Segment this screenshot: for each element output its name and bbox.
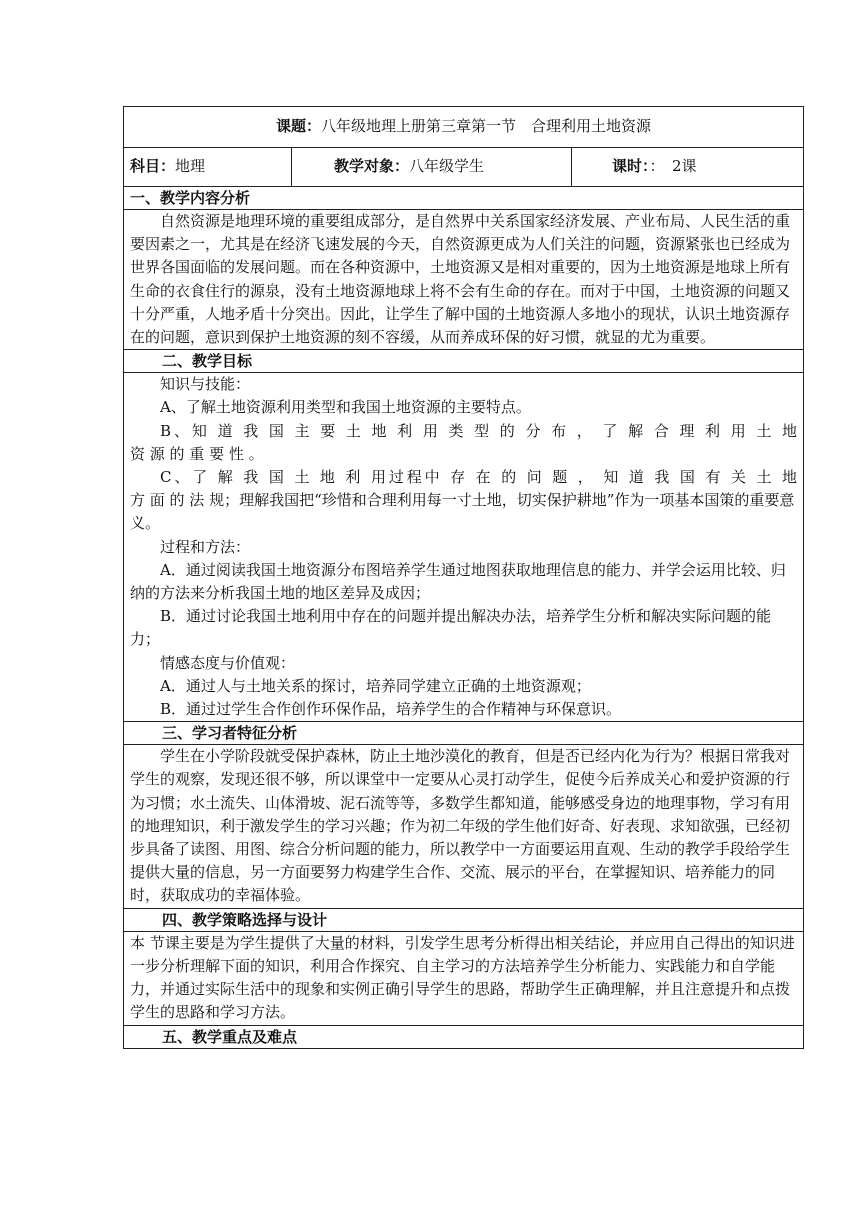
section-2-title: 二、教学目标 <box>124 350 804 373</box>
subject-value: 地理 <box>175 157 206 176</box>
knowledge-item-c-line2: 方 面 的 法 规；理解我国把“珍惜和合理利用每一寸土地，切实保护耕地”作为一项基本国策的重要意义。 <box>130 491 795 533</box>
section-1-header <box>124 187 804 210</box>
emotion-item-a: A．通过人与土地关系的探讨，培养同学建立正确的土地资源观； <box>160 676 591 695</box>
hours-cell <box>572 148 804 187</box>
section-3-title: 三、学习者特征分析 <box>124 722 804 745</box>
section-3-content <box>124 745 804 908</box>
subject-cell <box>124 148 292 187</box>
target-cell <box>292 148 572 187</box>
target-value: 八年级学生 <box>409 157 485 176</box>
section-5-title: 五、教学重点及难点 <box>124 1025 804 1048</box>
lesson-plan-document <box>123 106 803 1049</box>
hours-label: 课时： <box>612 157 650 176</box>
process-item-b: B．通过讨论我国土地利用中存在的问题并提出解决办法，培养学生分析和解决实际问题的能力； <box>130 607 772 649</box>
section-3-header <box>124 722 804 745</box>
section-4-content <box>124 931 804 1025</box>
section-3-body: 学生在小学阶段就受保护森林，防止土地沙漠化的教育，但是否已经内化为行为？根据日常我对学生的观察，发现还很不够，所以课堂中一定要从心灵打动学生，促使今后养成关心和爱护资源的行为习惯；水土流失、山体滑坡、泥石流等等，多数学生都知道，能够感受身边的地理事物，学习有用的地理知识，利于激发学生的学习兴趣；作为初二年级的学生他们好奇、好表现、求知欲强，已经初步具备了读图、用图、综合分析问题的能力，所以教学中一方面要运用直观、生动的教学手段给学生提供大量的信息，另一方面要努力构建学生合作、交流、展示的平台，在掌握知识、培养能力的同时，获取成功的幸福体验。 <box>130 747 791 905</box>
hours-value: ： 2课 <box>649 157 697 176</box>
process-label: 过程和方法： <box>160 537 251 556</box>
knowledge-item-c-line1: C、了 解 我 国 土 地 利 用过程中 存 在 的 问 题 ， 知 道 我 国 有 关 土 地 <box>160 468 798 487</box>
knowledge-item-a: A、了解土地资源利用类型和我国土地资源的主要特点。 <box>160 398 531 417</box>
section-1-content <box>124 210 804 350</box>
title-label: 课题： <box>276 117 322 136</box>
section-1-body: 自然资源是地理环境的重要组成部分，是自然界中关系国家经济发展、产业布局、人民生活的重要因素之一，尤其是在经济飞速发展的今天，自然资源更成为人们关注的问题，资源紧张也已经成为世界各国面临的发展问题。而在各种资源中，土地资源又是相对重要的，因为土地资源是地球上所有生命的衣食住行的源泉，没有土地资源地球上将不会有生命的存在。而对于中国，土地资源的问题又十分严重，人地矛盾十分突出。因此，让学生了解中国的土地资源人多地小的现状，认识土地资源存在的问题，意识到保护土地资源的刻不容缓，从而养成环保的好习惯，就显的尤为重要。 <box>130 212 791 347</box>
emotion-item-b: B．通过过学生合作创作环保作品，培养学生的合作精神与环保意识。 <box>160 700 622 719</box>
process-item-a: A．通过阅读我国土地资源分布图培养学生通过地图获取地理信息的能力、并学会运用比较、归纳的方法来分析我国土地的地区差异及成因； <box>130 560 786 603</box>
title-row <box>124 107 804 148</box>
knowledge-item-b-line1: B、知 道 我 国 主 要 土 地 利 用 类 型 的 分 布 ， 了 解 合 理 利 用 土 地 <box>160 421 798 440</box>
section-2-header <box>124 350 804 373</box>
knowledge-label: 知识与技能： <box>160 375 251 394</box>
section-4-title: 四、教学策略选择与设计 <box>124 908 804 931</box>
section-4-header <box>124 908 804 931</box>
info-row <box>124 148 804 187</box>
target-label: 教学对象： <box>334 157 410 176</box>
subject-label: 科目： <box>130 157 176 176</box>
title-cell <box>124 107 804 148</box>
section-4-body: 本 节课主要是为学生提供了大量的材料，引发学生思考分析得出相关结论，并应用自己得出的知识进一步分析理解下面的知识，利用合作探究、自主学习的方法培养学生分析能力、实践能力和自学能力，并通过实际生活中的现象和实例正确引导学生的思路，帮助学生正确理解，并且注意提升和点拨学生的思路和学习方法。 <box>130 933 795 1022</box>
lesson-plan-table <box>123 106 804 1049</box>
knowledge-item-b-line2: 资 源 的 重 要 性 。 <box>130 444 264 463</box>
section-5-header <box>124 1025 804 1048</box>
emotion-label: 情感态度与价值观： <box>160 653 296 672</box>
section-1-title: 一、教学内容分析 <box>124 187 804 210</box>
page-title: 八年级地理上册第三章第一节 合理利用土地资源 <box>321 117 652 136</box>
section-2-content <box>124 373 804 722</box>
